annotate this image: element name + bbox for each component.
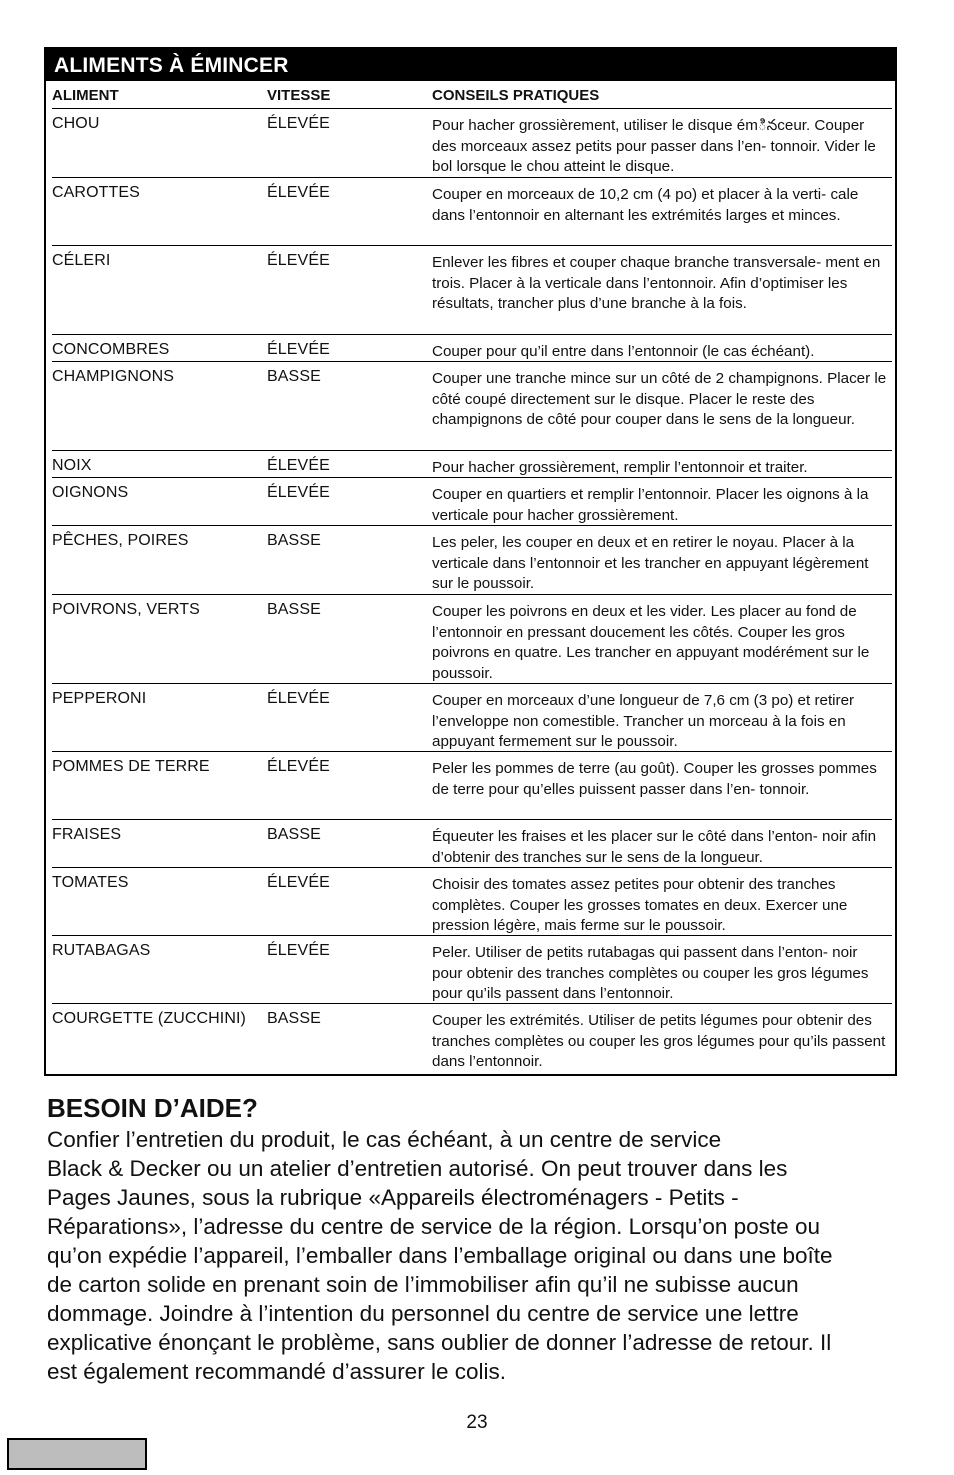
row-aliment: TOMATES xyxy=(52,874,129,891)
row-vitesse: ÉLEVÉE xyxy=(267,484,330,501)
row-conseils: Couper les poivrons en deux et les vider. Les placer au fond de l’entonnoir en pressant doucement les côtés. Couper les gros poivrons en quatre. Les trancher en appuyant modérément sur le poussoir. xyxy=(432,603,870,682)
row-vitesse: ÉLEVÉE xyxy=(267,457,330,474)
row-aliment: COURGETTE (ZUCCHINI) xyxy=(52,1010,246,1027)
table-row xyxy=(52,362,892,451)
row-aliment: CÉLERI xyxy=(52,252,111,269)
row-aliment: POMMES DE TERRE xyxy=(52,758,210,775)
row-aliment: NOIX xyxy=(52,457,92,474)
row-vitesse: BASSE xyxy=(267,601,321,618)
row-vitesse: BASSE xyxy=(267,368,321,385)
row-aliment: FRAISES xyxy=(52,826,122,843)
table-row xyxy=(52,178,892,246)
row-conseils: Pour hacher grossièrement, utiliser le disque émినceur. Couper des morceaux assez petits pour passer dans l’en- tonnoir. Vider le bol lorsque le chou atteint le disque. xyxy=(432,117,876,176)
row-vitesse: ÉLEVÉE xyxy=(267,115,330,132)
table-row xyxy=(52,335,892,362)
row-conseils: Peler. Utiliser de petits rutabagas qui passent dans l’enton- noir pour obtenir des tranches complètes ou couper les gros légumes pour qu’ils passent dans l’entonnoir. xyxy=(432,944,869,1003)
row-aliment: PEPPERONI xyxy=(52,690,147,707)
row-vitesse: BASSE xyxy=(267,532,321,549)
row-conseils: Enlever les fibres et couper chaque branche transversale- ment en trois. Placer à la verticale dans l’entonnoir. Afin d’optimiser les résultats, trancher plus d’une branche à la fois. xyxy=(432,254,881,313)
table-row xyxy=(52,526,892,595)
row-aliment: CAROTTES xyxy=(52,184,140,201)
page-number: 23 xyxy=(466,1412,488,1433)
row-conseils: Couper en quartiers et remplir l’entonnoir. Placer les oignons à la verticale pour hacher grossièrement. xyxy=(432,486,869,524)
table-row xyxy=(52,752,892,820)
row-aliment: RUTABAGAS xyxy=(52,942,151,959)
row-conseils: Choisir des tomates assez petites pour obtenir des tranches complètes. Couper les grosses tomates en deux. Exercer une pression légère, mais ferme sur le poussoir. xyxy=(432,876,848,935)
row-conseils: Couper pour qu’il entre dans l’entonnoir (le cas échéant). xyxy=(432,343,815,360)
row-vitesse: ÉLEVÉE xyxy=(267,252,330,269)
row-vitesse: ÉLEVÉE xyxy=(267,758,330,775)
table-row xyxy=(52,936,892,1004)
table-row xyxy=(52,868,892,936)
row-conseils: Pour hacher grossièrement, remplir l’entonnoir et traiter. xyxy=(432,459,808,476)
row-conseils: Couper en morceaux de 10,2 cm (4 po) et placer à la verti- cale dans l’entonnoir en alternant les extrémités larges et minces. xyxy=(432,186,859,224)
row-conseils: Couper une tranche mince sur un côté de 2 champignons. Placer le côté coupé directement sur le disque. Placer le reste des champignons de côté pour couper dans le sens de la longueur. xyxy=(432,370,887,429)
help-body: Confier l’entretien du produit, le cas échéant, à un centre de service Black & Decker ou un atelier d’entretien autorisé. On peut trouver dans les Pages Jaunes, sous la rubrique «Appareils électroménagers - Petits - Réparations», l’adresse du centre de service de la région. Lorsqu’on poste ou qu’on expédie l’appareil, l’emballer dans l’emballage original ou dans une boîte de carton solide en prenant soin de l’immobiliser afin qu’il ne subisse aucun dommage. Joindre à l’intention du personnel du centre de service une lettre explicative énonçant le problème, sans oublier de donner l’adresse de retour. Il est également recommandé d’assurer le colis. xyxy=(47,1127,833,1384)
row-aliment: CHAMPIGNONS xyxy=(52,368,174,385)
table-row xyxy=(52,1004,892,1072)
row-conseils: Couper en morceaux d’une longueur de 7,6 cm (3 po) et retirer l’enveloppe non comestible. Trancher un morceau à la fois en appuyant fermement sur le poussoir. xyxy=(432,692,855,751)
header-vitesse: VITESSE xyxy=(267,87,331,104)
row-vitesse: ÉLEVÉE xyxy=(267,874,330,891)
help-title: BESOIN D’AIDE? xyxy=(47,1093,258,1123)
row-conseils: Couper les extrémités. Utiliser de petits légumes pour obtenir des tranches complètes ou couper les gros légumes pour qu’ils passent dans l’entonnoir. xyxy=(432,1012,886,1071)
row-aliment: POIVRONS, VERTS xyxy=(52,601,200,618)
row-vitesse: BASSE xyxy=(267,826,321,843)
table-row xyxy=(52,451,892,478)
table-row xyxy=(52,684,892,752)
row-vitesse: ÉLEVÉE xyxy=(267,184,330,201)
row-aliment: PÊCHES, POIRES xyxy=(52,532,189,549)
row-aliment: CHOU xyxy=(52,115,100,132)
table-row xyxy=(52,595,892,684)
row-vitesse: ÉLEVÉE xyxy=(267,942,330,959)
table-row xyxy=(52,109,892,178)
gray-tab-marker xyxy=(7,1438,147,1470)
row-vitesse: ÉLEVÉE xyxy=(267,690,330,707)
header-aliment: ALIMENT xyxy=(52,87,119,104)
row-vitesse: BASSE xyxy=(267,1010,321,1027)
table-body xyxy=(52,109,892,1072)
table-row xyxy=(52,820,892,868)
table-row xyxy=(52,246,892,335)
table-title: ALIMENTS À ÉMINCER xyxy=(46,49,895,81)
table-row xyxy=(52,478,892,526)
header-conseils: CONSEILS PRATIQUES xyxy=(432,87,600,104)
row-conseils: Peler les pommes de terre (au goût). Couper les grosses pommes de terre pour qu’elles puissent passer dans l’en- tonnoir. xyxy=(432,760,877,798)
row-aliment: OIGNONS xyxy=(52,484,129,501)
row-vitesse: ÉLEVÉE xyxy=(267,341,330,358)
row-aliment: CONCOMBRES xyxy=(52,341,170,358)
row-conseils: Équeuter les fraises et les placer sur le côté dans l’enton- noir afin d’obtenir des tranches sur le sens de la longueur. xyxy=(432,828,877,866)
row-conseils: Les peler, les couper en deux et en retirer le noyau. Placer à la verticale dans l’entonnoir et les trancher en appuyant légèrement sur le poussoir. xyxy=(432,534,869,593)
table-header-row xyxy=(52,81,892,109)
slicing-guide-table xyxy=(44,47,897,1076)
